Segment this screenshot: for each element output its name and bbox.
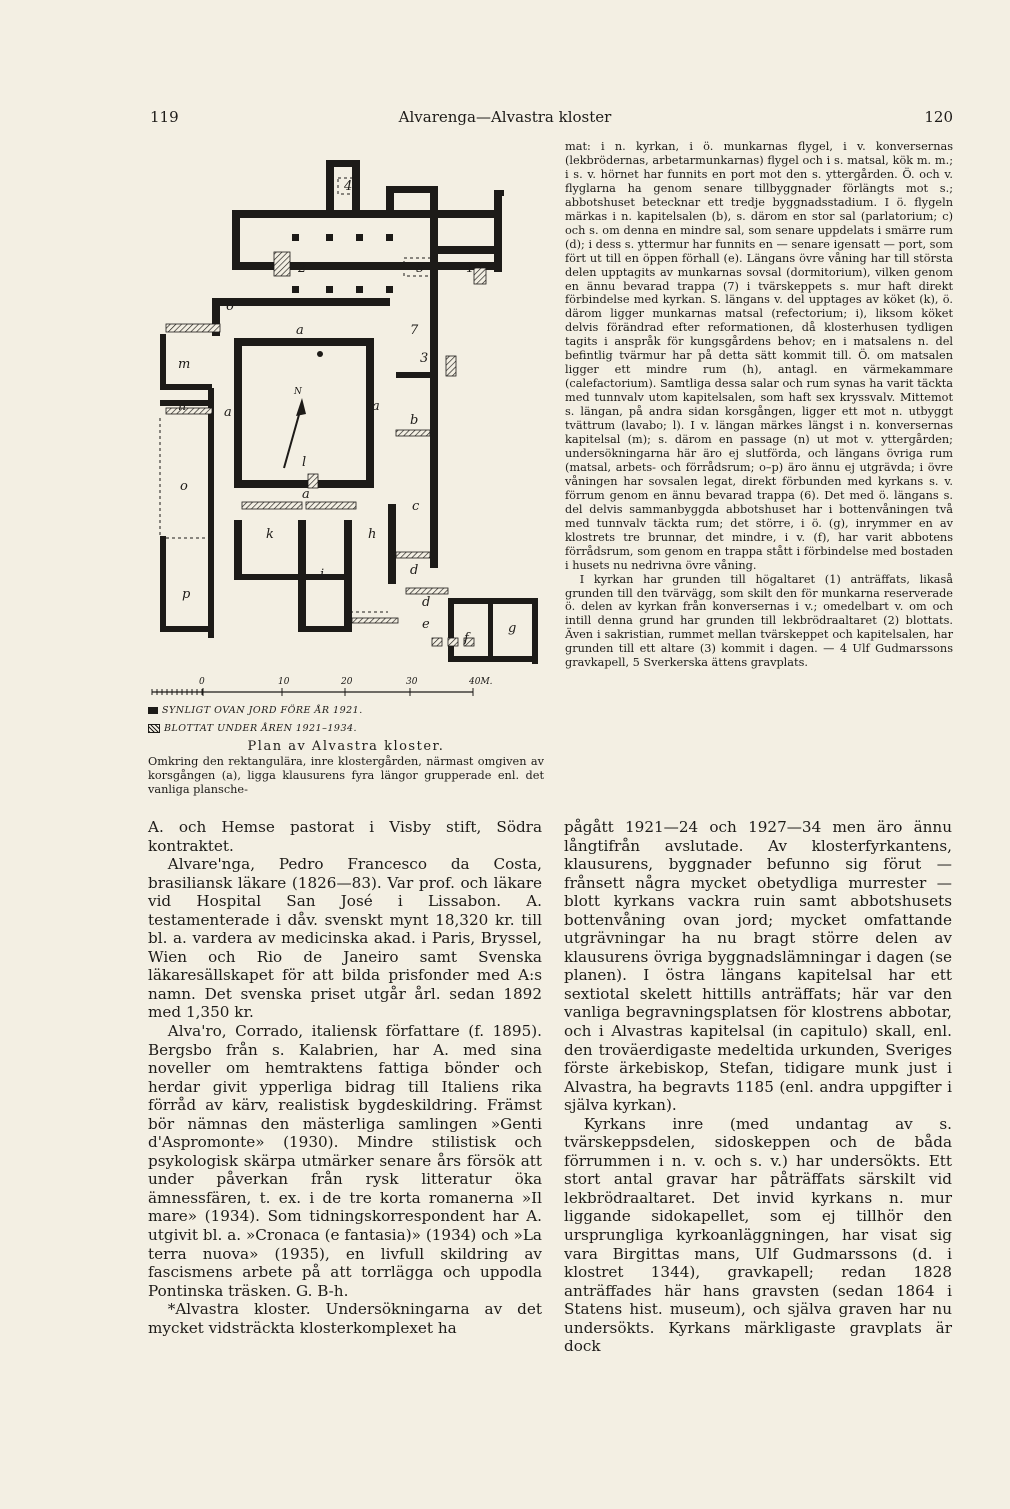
- plan-label-d: d: [410, 563, 419, 578]
- solid-swatch-icon: [148, 707, 158, 714]
- caption-continuation: [565, 140, 953, 670]
- entry-alvaro: Alva'ro, Corrado, italiensk författare (f. 1895). Bergsbo från s. Kalabrien, har A. med sina noveller om hemtraktens fattiga bönder och herdar givit ypperliga bidrag till Italiens rika förråd av kärv, realistisk bygdeskildring. Främst bör nämnas den mästerliga samlingen »Genti d'Aspromonte» (1930). Mindre stilistisk och psykologisk skärpa utmärker senare års försök att under påverkan från rysk litteratur öka ämnessfären, t. ex. i de tre korta romanerna »Il mare» (1934). Som tidningskorrespondent har A. utgivit bl. a. »Cronaca (e fantasia)» (1934) och »La terra nuova» (1935), en livfull skildring av fascismens arbete på att torrlägga och uppodla Pontinska träsken. G. B-h.: [148, 1022, 542, 1300]
- plan-label-5: 5: [416, 261, 425, 276]
- plan-label-m: m: [178, 357, 191, 372]
- caption-title: Plan av Alvastra kloster.: [247, 739, 445, 754]
- caption-text: Omkring den rektangulära, inre klostergården, närmast omgiven av korsgången (a), ligga klausurens fyra längor grupperade enl. det vanliga plansche-: [148, 755, 544, 796]
- svg-text:N: N: [294, 387, 302, 397]
- paragraph-excavations: pågått 1921—24 och 1927—34 men äro ännu långtifrån avslutade. Av klosterfyrkantens, klausurens, byggnader befunno sig förut — frånsett några mycket obetydliga murrester — blott kyrkans vackra ruin samt abbotshusets bottenvåning ovan jord; mycket omfattande utgrävningar ha nu bragt större delen av klausurens övriga byggnadslämningar i dagen (se planen). I östra längans kapitelsal har ett sextiotal skelett hittills anträffats; här var den vanliga begravningsplatsen för klostrens abbotar, och i Alvastras kapitelsal (in capitulo) skall, enl. den troväerdigaste medeltida urkunden, Sveriges förste ärkebiskop, Stefan, tidigare munk just i Alvastra, ha begravts 1185 (enl. andra uppgifter i själva kyrkan).: [564, 818, 952, 1115]
- plan-label-1: 1: [466, 261, 475, 276]
- plan-label-2: 2: [298, 261, 307, 276]
- paragraph-church-interior: Kyrkans inre (med undantag av s. tvärskeppsdelen, sidoskeppen och de båda förrummen i n. v. och s. v.) har undersökts. Ett stort antal gravar har påträffats särskilt vid lekbrödraaltaret. Det invid kyrkans n. mur liggande sidokapellet, som ej tillhör den ursprungliga kyrkoanläggningen, har visat sig vara Birgittas mans, Ulf Gudmarssons (d. i klostret 1344), gravkapell; redan 1828 anträffades här hans gravsten (sedan 1864 i Statens hist. museum), och själva graven har nu undersökts. Kyrkans märkligaste gravplats är dock: [564, 1114, 952, 1356]
- scale-label: 30: [406, 677, 418, 687]
- monastery-plan-figure: [148, 148, 546, 808]
- scale-label: 40M.: [469, 677, 493, 687]
- plan-label-h: h: [368, 527, 377, 542]
- plan-label-b: b: [410, 413, 419, 428]
- running-header: Alvarenga—Alvastra kloster: [398, 108, 612, 126]
- plan-label-3: 3: [420, 351, 429, 366]
- legend-visible-before-1921: [148, 705, 363, 716]
- paragraph-hemse: A. och Hemse pastorat i Visby stift, Södra kontraktet.: [148, 818, 542, 855]
- plan-label-d: d: [422, 595, 431, 610]
- scale-label: 20: [341, 677, 353, 687]
- entry-alvarenga: Alvare'nga, Pedro Francesco da Costa, brasiliansk läkare (1826—83). Var prof. och läkare vid Hospital San José i Lissabon. A. testamenterade i dåv. svenskt mynt 18,320 kr. till bl. a. vardera av medicinska akad. i Paris, Bryssel, Wien och Rio de Janeiro samt Svenska läkaresällskapet för att bilda prisfonder med A:s namn. Det svenska priset utgår årl. sedan 1892 med 1,350 kr.: [148, 855, 542, 1022]
- plan-label-e: e: [422, 617, 430, 632]
- entry-alvastra-kloster: *Alvastra kloster. Undersökningarna av det mycket vidsträckta klosterkomplexet ha: [148, 1300, 542, 1337]
- plan-label-k: k: [266, 527, 274, 542]
- plan-label-a: a: [296, 323, 304, 338]
- plan-label-a: a: [224, 405, 232, 420]
- plan-label-4: 4: [344, 179, 353, 194]
- scale-bar: [152, 677, 493, 696]
- caption-continuation-paragraph: mat: i n. kyrkan, i ö. munkarnas flygel, i v. konversernas (lekbrödernas, arbetarmunkarnas) flygel och i s. matsal, kök m. m.; i s. v. hörnet har funnits en port mot den s. yttergården. Ö. och v. flyglarna ha genom senare tillbyggnader förlängts mot s.; abbotshuset betecknar ett tredje byggnadsstadium. I ö. flygeln märkas i n. kapitelsalen (b), s. därom en stor sal (parlatorium; c) och s. om denna en mindre sal, som senare uppdelats i smärre rum (d); i dess s. yttermur har funnits en — senare igensatt — port, som fört ut till en öppen förhall (e). Längans övre våning har till största delen upptagits av munkarnas sovsal (dormitorium), vilken genom en ännu bevarad trappa (7) i tvärskeppets s. mur haft direkt förbindelse med kyrkan. S. längans v. del upptages av köket (k), ö. därom ligger munkarnas matsal (refectorium; i), liksom köket delvis förändrad efter reformationen, då klosterhusen tydligen tagits i anspråk för kungsgårdens behov; en i matsalens n. del befintlig tvärmur har på detta sätt kommit till. Ö. om matsalen ligger ett mindre rum (h), antagl. en värmekammare (calefactorium). Samtliga dessa salar och rum synas ha varit täckta med tunnvalv utom kapitelsalen, som haft sex kryssvalv. Mittemot s. längan, på andra sidan korsgången, ligger ett mot n. utbyggt tvättrum (lavabo; l). I v. längan märkes längst i n. konversernas kapitelsal (m); s. därom en passage (n) ut mot v. yttergården; undersökningarna här äro ej slutförda, och längans övriga rum (matsal, arbets- och förrådsrum; o–p) äro ännu ej utgrävda; i övre våningen har sovsalen legat, direkt förbunden med kyrkans s. v. förrum genom en ännu bevarad trappa (6). Det med ö. längans s. del delvis sammanbyggda abbotshuset har i bottenvåningen två med tunnvalv täckta rum; det större, i ö. (g), inrymmer en av klostrets tre brunnar, det mindre, i v. (f), har varit abbotens förrådsrum, som genom en trappa stått i förbindelse med bostaden i husets nu nedrivna övre våning.: [565, 140, 953, 572]
- floor-plan-drawing: [148, 148, 546, 703]
- right-page-number: 120: [924, 108, 953, 126]
- hatched-swatch-icon: [148, 724, 160, 733]
- legend-text-1: SYNLIGT OVAN JORD FÖRE ÅR 1921.: [162, 705, 363, 716]
- plan-label-o: o: [180, 479, 188, 494]
- caption-continuation-paragraph-2: I kyrkan har grunden till högaltaret (1) anträffats, likaså grunden till den tvärvägg, som skilt den för munkarna reserverade ö. delen av kyrkan från konversernas i v.; omedelbart v. om och intill denna grund har grunden till lekbrödraaltaret (2) blottats. Även i sakristian, rummet mellan tvärskeppet och kapitelsalen, har grunden till ett altare (3) kommit i dagen. — 4 Ulf Gudmarssons gravkapell, 5 Sverkerska ättens gravplats.: [565, 572, 953, 670]
- plan-label-n: n: [178, 399, 187, 414]
- figure-caption: [148, 740, 544, 797]
- plan-label-6: 6: [226, 299, 235, 314]
- solid-walls: [160, 160, 538, 664]
- plan-label-p: p: [182, 587, 191, 602]
- plan-label-a: a: [372, 399, 380, 414]
- plan-label-g: g: [508, 621, 517, 636]
- plan-label-7: 7: [410, 323, 419, 338]
- plan-label-c: c: [412, 499, 420, 514]
- plan-label-f: f: [464, 631, 469, 646]
- scale-label: 10: [278, 677, 290, 687]
- right-column: [564, 818, 952, 1356]
- plan-label-l: l: [302, 455, 307, 470]
- scale-label: 0: [199, 677, 205, 687]
- plan-label-i: i: [320, 567, 325, 582]
- legend-text-2: BLOTTAT UNDER ÅREN 1921–1934.: [164, 723, 358, 734]
- legend-excavated-1921-1934: [148, 723, 357, 734]
- left-column: [148, 818, 542, 1337]
- plan-label-a: a: [302, 487, 310, 502]
- left-page-number: 119: [150, 108, 179, 126]
